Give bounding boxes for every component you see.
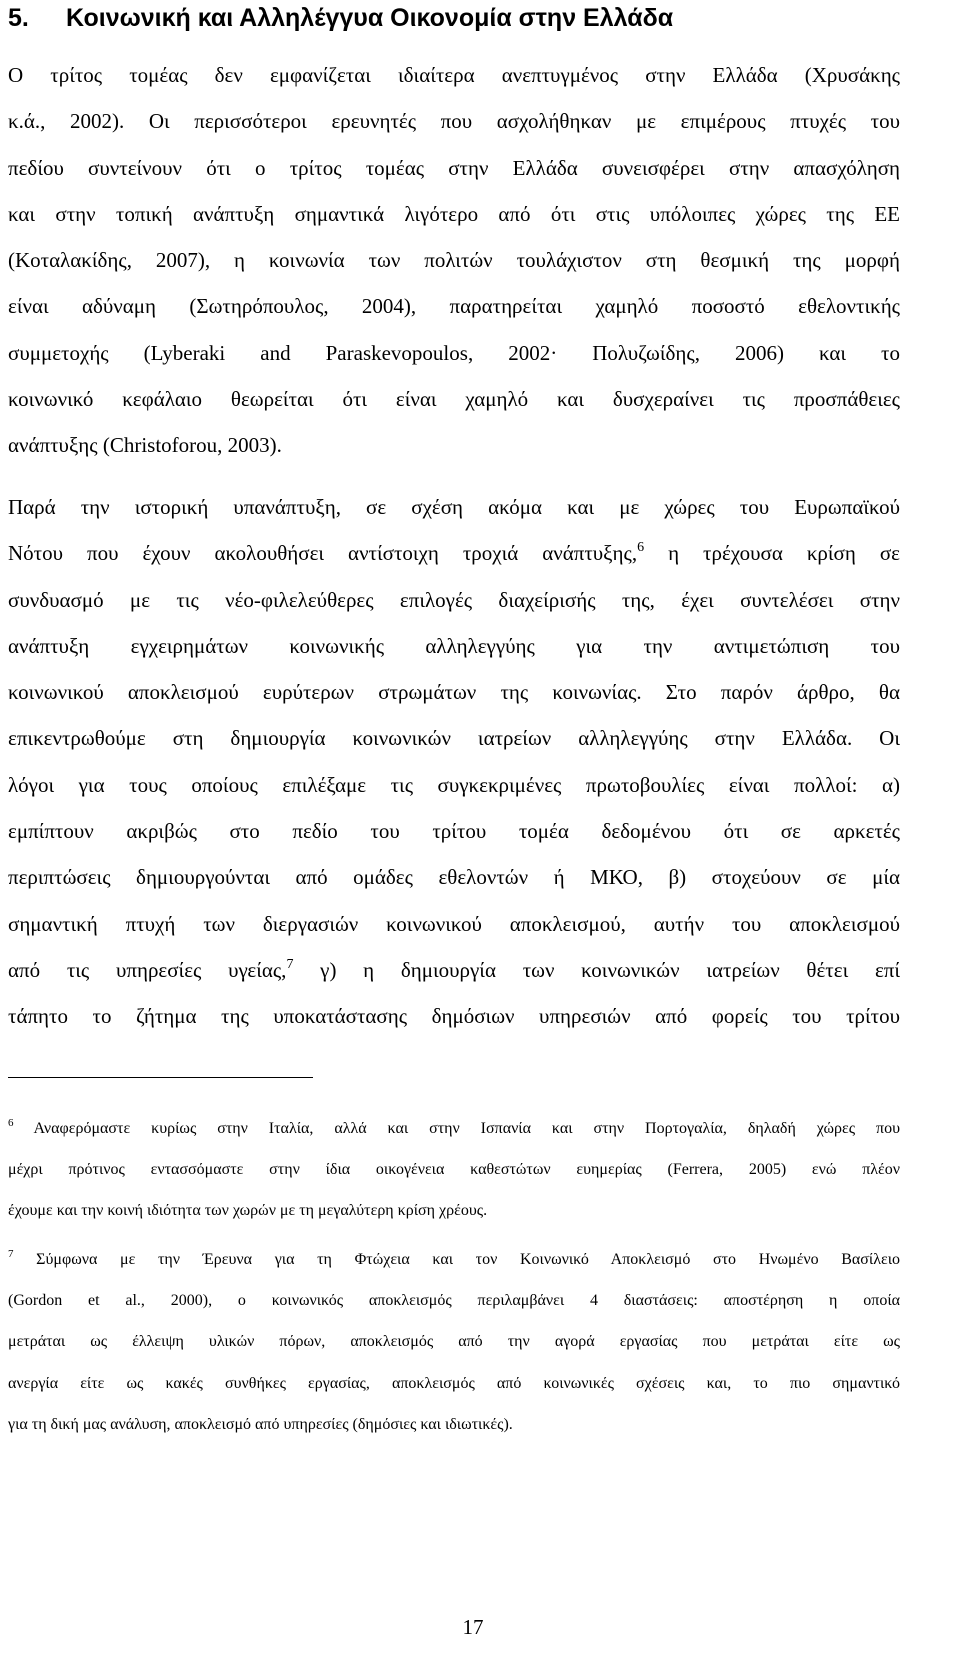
page-number: 17 [462, 1615, 484, 1639]
paragraph-line: Ο τρίτος τομέας δεν εμφανίζεται ιδιαίτερα ανεπτυγμένος στην Ελλάδα (Χρυσάκης [8, 63, 900, 87]
paragraph-line: κ.ά., 2002). Οι περισσότεροι ερευνητές που ασχολήθηκαν με επιμέρους πτυχές του [8, 109, 900, 134]
line-text: Αναφερόμαστε κυρίως στην Ιταλία, αλλά και στην Ισπανία και στην Πορτογαλία, δηλαδή χώρες που [13, 1120, 900, 1137]
paragraph-social-clinics [8, 484, 900, 1040]
paragraph-line: συνδυασμό με τις νέο-φιλελεύθερες επιλογές διαχείρισής της, έχει συντελέσει στην [8, 587, 900, 612]
footnote-line [8, 1239, 900, 1280]
footnote-line: έχουμε και την κοινή ιδιότητα των χωρών με τη μεγαλύτερη κρίση χρέους. [8, 1202, 488, 1220]
paragraph-line: είναι αδύναμη (Σωτηρόπουλος, 2004), παρατηρείται χαμηλό ποσοστό εθελοντικής [8, 294, 900, 319]
paragraph-line: επικεντρωθούμε στη δημιουργία κοινωνικών ιατρείων αλληλεγγύης στην Ελλάδα. Οι [8, 726, 900, 751]
footnote-separator [8, 1077, 313, 1078]
paragraph-line: σημαντική πτυχή των διεργασιών κοινωνικού αποκλεισμού, αυτήν του αποκλεισμού [8, 911, 900, 936]
footnote-ref-6[interactable]: 6 [637, 540, 645, 556]
section-heading [8, 0, 673, 36]
paragraph-line: εμπίπτουν ακριβώς στο πεδίο του τρίτου τομέα δεδομένου ότι σε αρκετές [8, 819, 900, 844]
line-text: από τις υπηρεσίες υγείας, [8, 957, 287, 982]
paragraph-line: ανάπτυξης (Christoforou, 2003). [8, 433, 282, 458]
footnote-ref-7[interactable]: 7 [286, 956, 294, 972]
paragraph-line [8, 530, 900, 576]
footnote-line: μέχρι πρότινος εντασσόμαστε στην ίδια οικογένεια καθεστώτων ευημερίας (Ferrera, 2005) ενώ πλέον [8, 1161, 900, 1179]
section-title: Κοινωνική και Αλληλέγγυα Οικονομία στην Ελλάδα [66, 4, 674, 32]
paragraph-line: ανάπτυξη εγχειρημάτων κοινωνικής αλληλεγγύης για την αντιμετώπιση του [8, 633, 900, 658]
footnote-marker: 6 [8, 1117, 14, 1129]
footnote-line: (Gordon et al., 2000), ο κοινωνικός αποκλεισμός περιλαμβάνει 4 διαστάσεις: αποστέρηση η οποία [8, 1292, 900, 1310]
footnote-line [8, 1108, 900, 1149]
footnote-marker: 7 [8, 1248, 14, 1260]
line-text: η τρέχουσα κρίση σε [644, 541, 900, 566]
footnote-line: για τη δική μας ανάλυση, αποκλεισμό από υπηρεσίες (δημόσιες και ιδιωτικές). [8, 1415, 513, 1433]
paragraph-line: συμμετοχής (Lyberaki and Paraskevopoulos, 2002· Πολυζωίδης, 2006) και το [8, 340, 900, 365]
footnote-line: μετράται ως έλλειψη υλικών πόρων, αποκλεισμός από την αγορά εργασίας που μετράται είτε ως [8, 1333, 900, 1351]
paragraph-third-sector [8, 52, 900, 469]
footnote-6 [8, 1108, 900, 1232]
paragraph-line [8, 947, 900, 993]
paragraph-line: (Κοταλακίδης, 2007), η κοινωνία των πολιτών τουλάχιστον στη θεσμική της μορφή [8, 248, 900, 273]
paragraph-line: περιπτώσεις δημιουργούνται από ομάδες εθελοντών ή ΜΚΟ, β) στοχεύουν σε μία [8, 865, 900, 890]
paragraph-line: κοινωνικού αποκλεισμού ευρύτερων στρωμάτων της κοινωνίας. Στο παρόν άρθρο, θα [8, 680, 900, 705]
footnote-7 [8, 1239, 900, 1445]
paragraph-line: κοινωνικό κεφάλαιο θεωρείται ότι είναι χαμηλό και δυσχεραίνει τις προσπάθειες [8, 387, 900, 412]
paragraph-line: πεδίου συντείνουν ότι ο τρίτος τομέας στην Ελλάδα συνεισφέρει στην απασχόληση [8, 155, 900, 180]
paragraph-line: τάπητο το ζήτημα της υποκατάστασης δημόσιων υπηρεσιών από φορείς του τρίτου [8, 1004, 900, 1029]
line-text: Σύμφωνα με την Έρευνα για τη Φτώχεια και τον Κοινωνικό Αποκλεισμό στο Ηνωμένο Βασίλειο [13, 1251, 900, 1268]
line-text: Νότου που έχουν ακολουθήσει αντίστοιχη τροχιά ανάπτυξης, [8, 541, 638, 566]
paragraph-line: Παρά την ιστορική υπανάπτυξη, σε σχέση ακόμα και με χώρες του Ευρωπαϊκού [8, 495, 900, 519]
line-text: γ) η δημιουργία των κοινωνικών ιατρείων θέτει επί [293, 957, 901, 982]
paragraph-line: και στην τοπική ανάπτυξη σημαντικά λιγότερο από ότι στις υπόλοιπες χώρες της ΕΕ [8, 201, 900, 226]
footnote-line: ανεργία είτε ως κακές συνθήκες εργασίας, αποκλεισμός από κοινωνικές σχέσεις και, το πιο σημαντικό [8, 1374, 900, 1392]
section-number: 5. [8, 4, 29, 32]
paragraph-line: λόγοι για τους οποίους επιλέξαμε τις συγκεκριμένες πρωτοβουλίες είναι πολλοί: α) [8, 772, 900, 797]
